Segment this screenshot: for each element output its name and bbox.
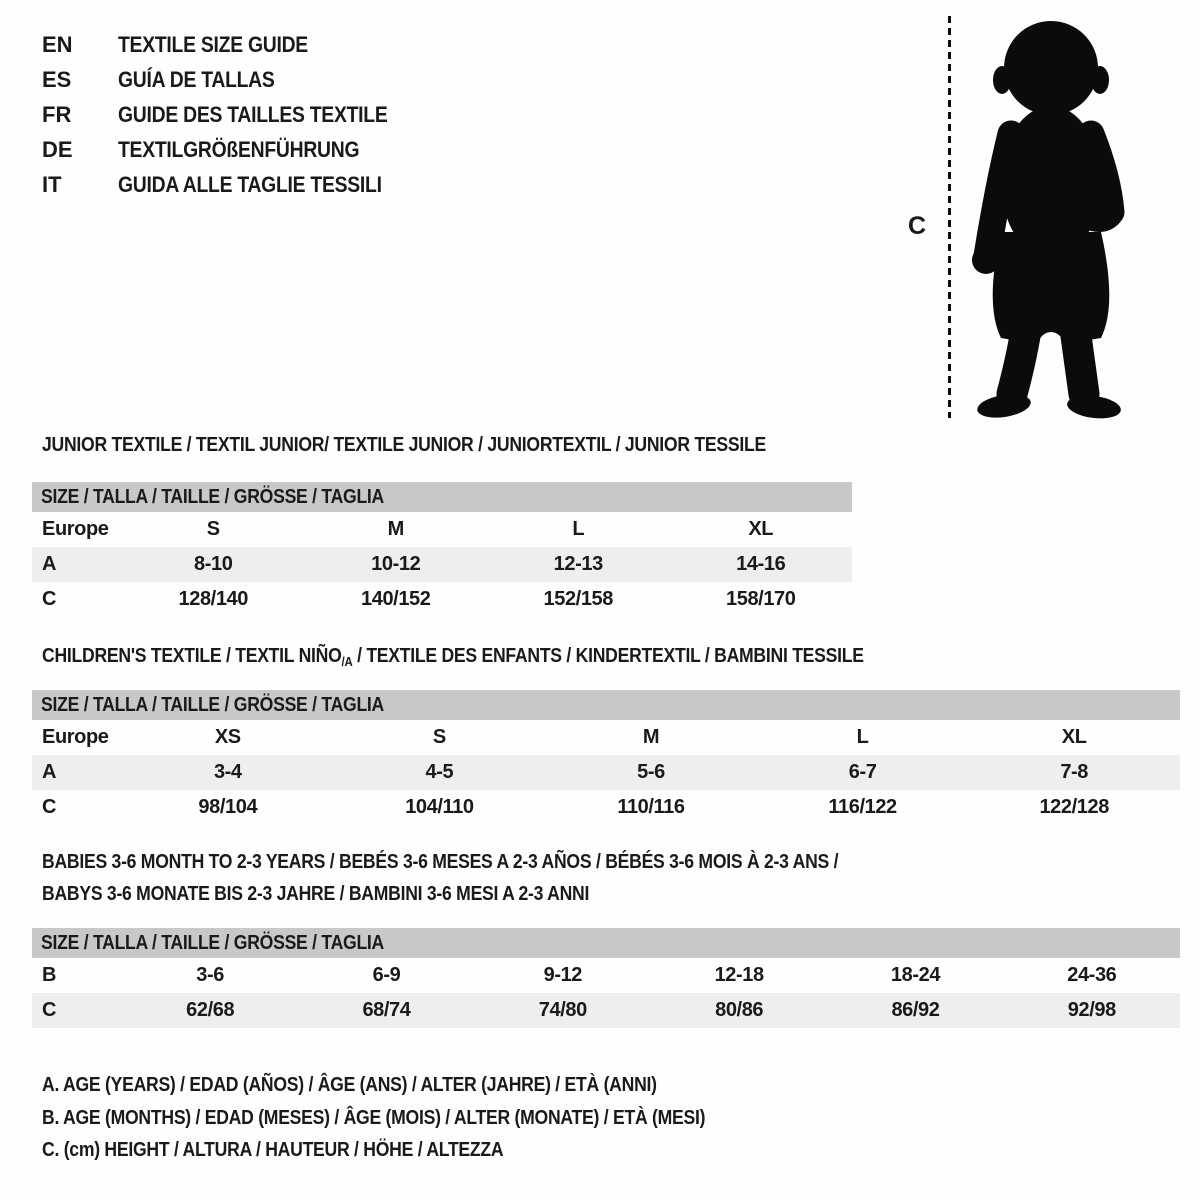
row-label: C [42,588,57,610]
size-cell: 128/140 [178,588,248,610]
size-cell: 74/80 [538,999,587,1021]
size-cell: 122/128 [1039,796,1109,818]
size-cell: 158/170 [726,588,796,610]
footnote-b [42,1107,796,1129]
height-dashed-line [948,16,951,418]
size-cell: 86/92 [891,999,940,1021]
children-heading-sub: /A [341,654,353,669]
table-row [32,958,1180,993]
babies-heading-text-line2: BABYS 3-6 MONATE BIS 2-3 JAHRE / BAMBINI 3-6 MESI A 2-3 ANNI [42,883,590,905]
table-row [32,790,1180,825]
babies-heading-text-line1: BABIES 3-6 MONTH TO 2-3 YEARS / BEBÉS 3-6 MESES A 2-3 AÑOS / BÉBÉS 3-6 MOIS À 2-3 ANS / [42,851,839,873]
size-table-header-text: SIZE / TALLA / TAILLE / GRÖSSE / TAGLIA [41,694,385,716]
size-table-header-text: SIZE / TALLA / TAILLE / GRÖSSE / TAGLIA [41,486,385,508]
row-label: Europe [42,518,109,540]
size-cell: 116/122 [828,796,897,818]
size-table-header [32,928,1180,958]
size-cell: 3-6 [196,964,225,986]
language-row [42,135,424,170]
size-cell: M [387,518,404,540]
children-heading-pre: CHILDREN'S TEXTILE / TEXTIL NIÑO [42,645,342,667]
language-code: FR [42,102,72,127]
size-cell: L [856,726,869,748]
babies-section-heading-line1 [42,851,947,873]
language-list [42,30,424,205]
size-cell: 7-8 [1060,761,1089,783]
language-code: IT [42,172,62,197]
language-code: ES [42,67,72,92]
size-table-header [32,482,852,512]
language-code: DE [42,137,73,162]
junior-section-heading [42,434,865,456]
size-cell: 24-36 [1067,964,1117,986]
junior-size-table [32,482,852,617]
size-cell: 8-10 [194,553,233,575]
language-row [42,65,424,100]
babies-section-heading-line2 [42,883,664,905]
size-cell: 98/104 [198,796,258,818]
language-row [42,30,424,65]
children-heading-text [42,645,864,673]
children-section-heading [42,645,976,673]
footnote-b-text: B. AGE (MONTHS) / EDAD (MESES) / ÂGE (MOIS) / ALTER (MONATE) / ETÀ (MESI) [42,1107,706,1129]
size-cell: 6-7 [848,761,877,783]
size-cell: 68/74 [362,999,411,1021]
size-cell: 14-16 [736,553,786,575]
language-row [42,100,424,135]
size-cell: 80/86 [715,999,764,1021]
table-row [32,755,1180,790]
size-table-header [32,690,1180,720]
size-cell: 9-12 [543,964,583,986]
size-cell: 62/68 [186,999,235,1021]
size-cell: S [206,518,220,540]
children-heading-post: / TEXTILE DES ENFANTS / KINDERTEXTIL / BAMBINI TESSILE [352,645,864,667]
size-cell: M [642,726,660,748]
size-cell: 110/116 [617,796,685,818]
babies-size-table [32,928,1180,1028]
footnote-c-text: C. (cm) HEIGHT / ALTURA / HAUTEUR / HÖHE / ALTEZZA [42,1139,504,1161]
footnote-a [42,1074,741,1096]
size-cell: L [572,518,585,540]
height-measure-label: C [908,212,927,240]
size-cell: 12-13 [553,553,603,575]
row-label: C [42,796,57,818]
table-row [32,582,852,617]
size-cell: 140/152 [361,588,431,610]
language-label: TEXTILGRÖßENFÜHRUNG [118,137,360,162]
table-row [32,720,1180,755]
language-label: GUIDE DES TAILLES TEXTILE [118,102,388,127]
size-cell: XL [748,518,774,540]
footnote-c [42,1139,566,1161]
row-label: A [42,553,57,575]
size-cell: 6-9 [372,964,401,986]
baby-silhouette [962,14,1140,422]
size-cell: 4-5 [425,761,454,783]
language-label: TEXTILE SIZE GUIDE [118,32,308,57]
size-cell: 92/98 [1067,999,1116,1021]
row-label: A [42,761,57,783]
language-code: EN [42,32,73,57]
junior-heading-text: JUNIOR TEXTILE / TEXTIL JUNIOR/ TEXTILE JUNIOR / JUNIORTEXTIL / JUNIOR TESSILE [42,434,766,456]
footnote-a-text: A. AGE (YEARS) / EDAD (AÑOS) / ÂGE (ANS) / ALTER (JAHRE) / ETÀ (ANNI) [42,1074,657,1096]
size-cell: 152/158 [543,588,613,610]
row-label: B [42,964,57,986]
size-cell: 10-12 [371,553,421,575]
children-size-table [32,690,1180,825]
language-row [42,170,424,205]
size-cell: 104/110 [405,796,474,818]
size-cell: XL [1061,726,1087,748]
row-label: C [42,999,57,1021]
size-cell: XS [214,726,241,748]
table-row [32,547,852,582]
table-row [32,993,1180,1028]
table-row [32,512,852,547]
size-cell: 5-6 [637,761,665,783]
language-label: GUIDA ALLE TAGLIE TESSILI [118,172,382,197]
size-cell: 12-18 [714,964,764,986]
size-cell: 3-4 [213,761,242,783]
language-label: GUÍA DE TALLAS [118,67,275,92]
row-label: Europe [42,726,109,748]
size-table-header-text: SIZE / TALLA / TAILLE / GRÖSSE / TAGLIA [41,932,385,954]
size-cell: 18-24 [890,964,941,986]
size-cell: S [432,726,446,748]
